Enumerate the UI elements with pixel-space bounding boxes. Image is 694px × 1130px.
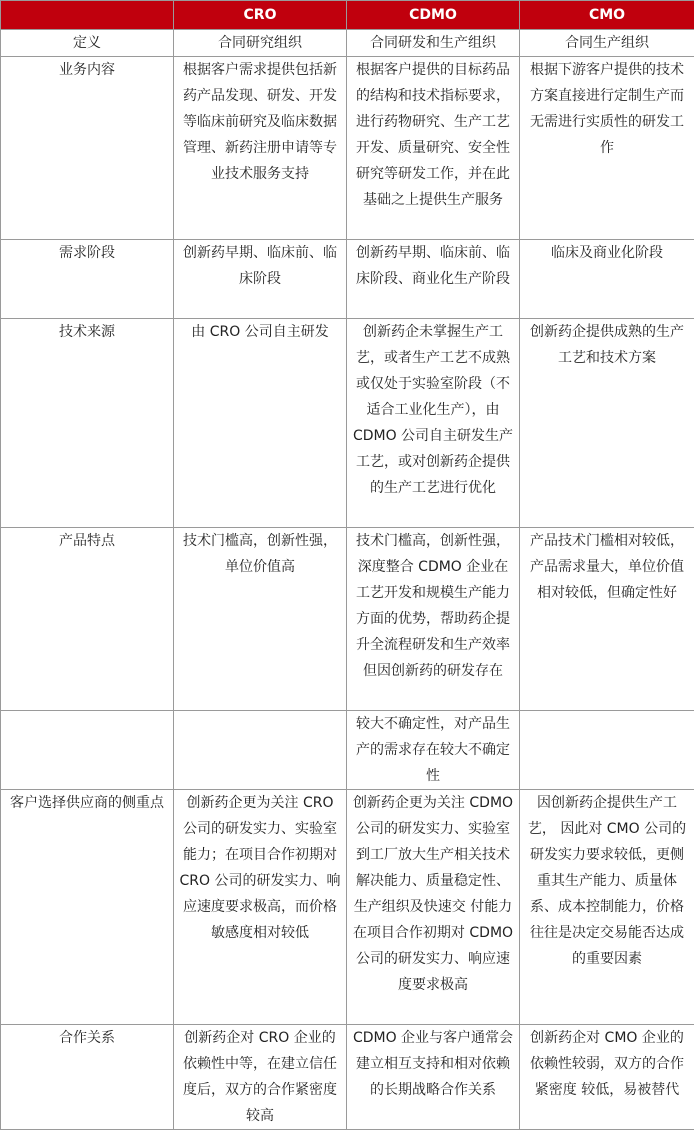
cdmo-cell: CDMO 企业与客户通常会建立相互支持和相对依赖的长期战略合作关系: [347, 1025, 520, 1130]
cmo-cell: 因创新药企提供生产工艺， 因此对 CMO 公司的研发实力要求较低，更侧重其生产能力、质量体系、成本控制能力，价格往往是决定交易能否达成的重要因素: [520, 790, 694, 1025]
cro-cell: [174, 711, 347, 790]
table-row: [1, 711, 694, 790]
row-label: 技术来源: [1, 319, 174, 528]
header-cro: CRO: [174, 1, 347, 30]
cmo-cell: 根据下游客户提供的技术方案直接进行定制生产而无需进行实质性的研发工作: [520, 57, 694, 240]
cmo-cell: [520, 711, 694, 790]
row-label: 合作关系: [1, 1025, 174, 1130]
table-row: [1, 57, 694, 240]
cro-cell: 创新药早期、临床前、临床阶段: [174, 240, 347, 319]
cro-cell: 由 CRO 公司自主研发: [174, 319, 347, 528]
cmo-cell: 合同生产组织: [520, 30, 694, 57]
cro-cell: 技术门槛高，创新性强，单位价值高: [174, 528, 347, 711]
table-row: [1, 790, 694, 1025]
cdmo-cell: 较大不确定性，对产品生产的需求存在较大不确定性: [347, 711, 520, 790]
table-header-row: [1, 1, 694, 30]
row-label: 产品特点: [1, 528, 174, 711]
cdmo-cell: 合同研发和生产组织: [347, 30, 520, 57]
cro-cell: 根据客户需求提供包括新药产品发现、研发、开发等临床前研究及临床数据管理、新药注册申请等专业技术服务支持: [174, 57, 347, 240]
cdmo-cell: 创新药早期、临床前、临床阶段、商业化生产阶段: [347, 240, 520, 319]
cro-cell: 合同研究组织: [174, 30, 347, 57]
cro-cell: 创新药企更为关注 CRO 公司的研发实力、实验室能力；在项目合作初期对 CRO 公司的研发实力、响应速度要求极高，而价格敏感度相对较低: [174, 790, 347, 1025]
row-label: 客户选择供应商的侧重点: [1, 790, 174, 1025]
cdmo-cell: 创新药企未掌握生产工艺，或者生产工艺不成熟或仅处于实验室阶段（不适合工业化生产），由 CDMO 公司自主研发生产工艺，或对创新药企提供的生产工艺进行优化: [347, 319, 520, 528]
cmo-cell: 产品技术门槛相对较低，产品需求量大，单位价值相对较低，但确定性好: [520, 528, 694, 711]
cdmo-cell: 创新药企更为关注 CDMO 公司的研发实力、实验室到工厂放大生产相关技术解决能力、质量稳定性、生产组织及快速交 付能力在项目合作初期对 CDMO 公司的研发实力、响应速度要求极高: [347, 790, 520, 1025]
table-row: [1, 1025, 694, 1130]
row-label: 业务内容: [1, 57, 174, 240]
table-row: [1, 30, 694, 57]
cmo-cell: 临床及商业化阶段: [520, 240, 694, 319]
header-cdmo: CDMO: [347, 1, 520, 30]
table-row: [1, 240, 694, 319]
table-row: [1, 528, 694, 711]
table-row: [1, 319, 694, 528]
row-label: 定义: [1, 30, 174, 57]
row-label: 需求阶段: [1, 240, 174, 319]
cmo-cell: 创新药企对 CMO 企业的依赖性较弱，双方的合作紧密度 较低，易被替代: [520, 1025, 694, 1130]
cdmo-cell: 根据客户提供的目标药品的结构和技术指标要求，进行药物研究、生产工艺开发、质量研究、安全性研究等研发工作，并在此基础之上提供生产服务: [347, 57, 520, 240]
header-cmo: CMO: [520, 1, 694, 30]
cdmo-cell: 技术门槛高，创新性强，深度整合 CDMO 企业在工艺开发和规模生产能力方面的优势，帮助药企提升全流程研发和生产效率 但因创新药的研发存在: [347, 528, 520, 711]
header-corner-cell: [1, 1, 174, 30]
row-label: [1, 711, 174, 790]
cro-cell: 创新药企对 CRO 企业的依赖性中等，在建立信任度后，双方的合作紧密度较高: [174, 1025, 347, 1130]
cmo-cell: 创新药企提供成熟的生产工艺和技术方案: [520, 319, 694, 528]
